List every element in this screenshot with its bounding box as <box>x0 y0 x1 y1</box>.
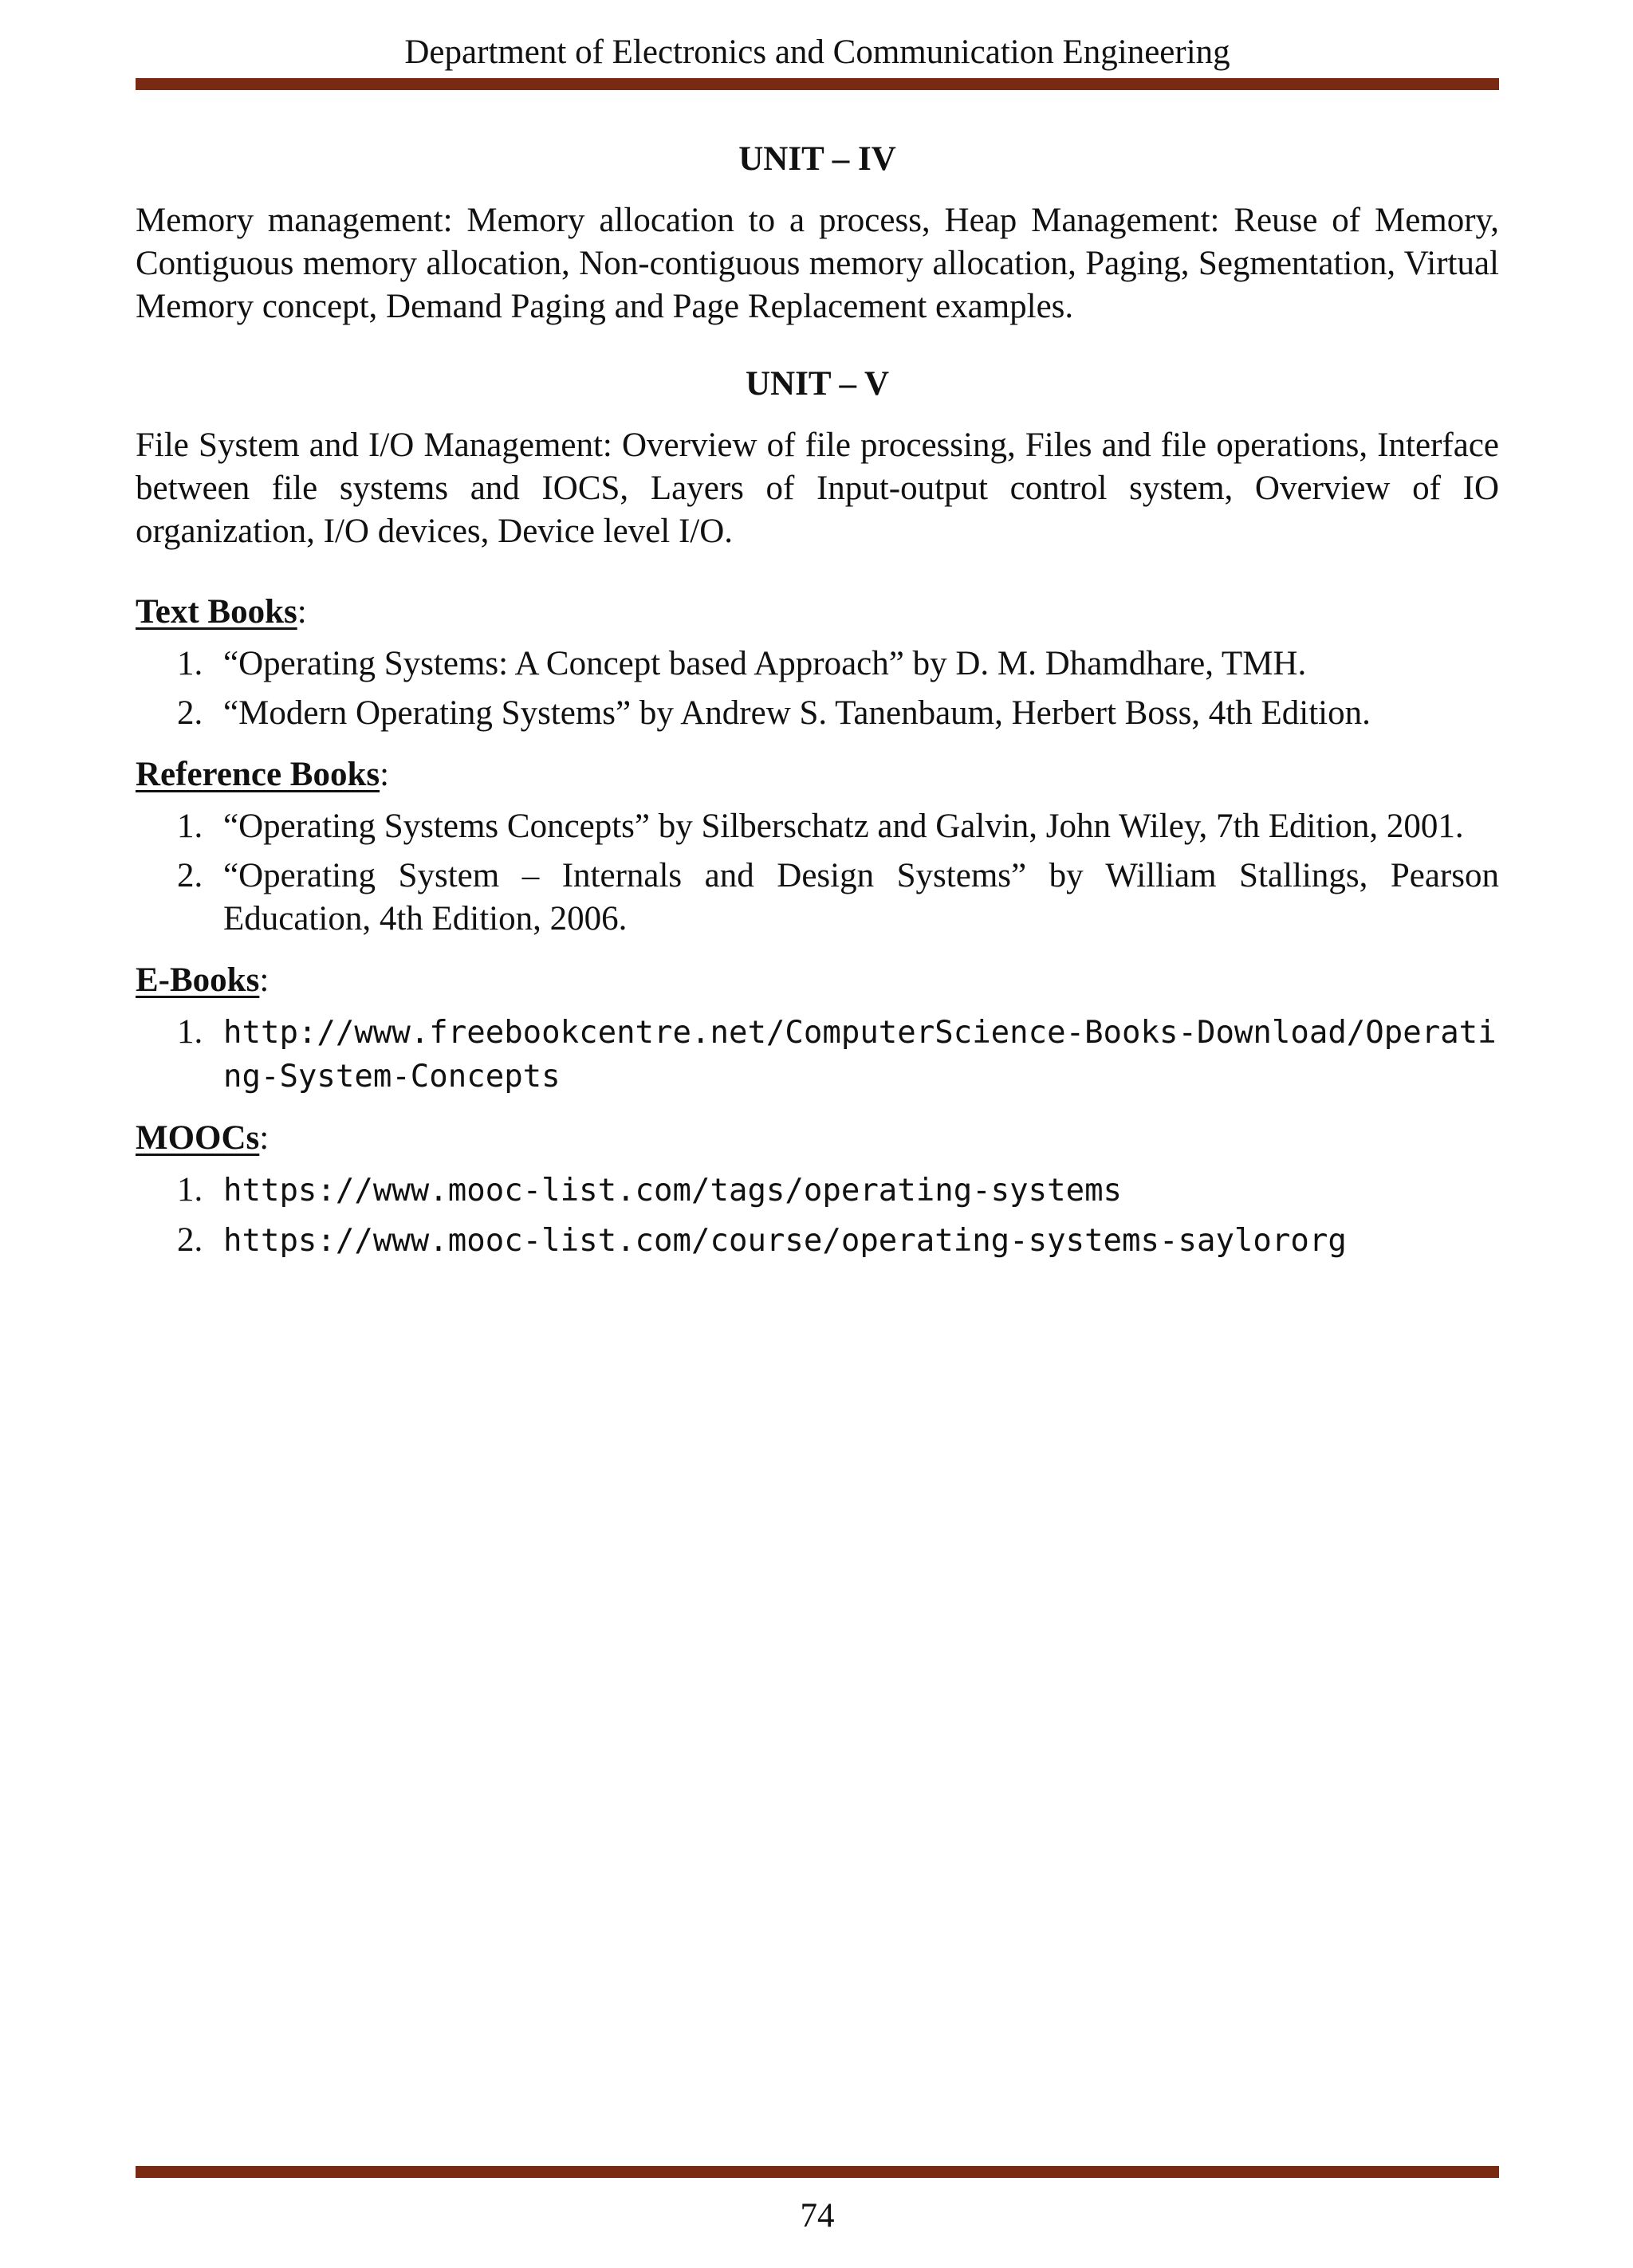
list-item <box>136 1011 1499 1099</box>
list-item-number: 2. <box>177 857 203 894</box>
list-item-number: 1. <box>177 808 203 845</box>
moocs-list <box>136 1169 1499 1263</box>
list-item <box>136 692 1499 735</box>
list-item-text: “Operating Systems: A Concept based Approach” by D. M. Dhamdhare, TMH. <box>223 645 1307 682</box>
list-item-number: 1. <box>177 645 203 682</box>
reference-books-heading: Reference Books: <box>136 756 390 793</box>
unit-iv-text: Memory management: Memory allocation to a process, Heap Management: Reuse of Memory, Contiguous memory allocation, Non-contiguous memory allocation, Paging, Segmentation, Virtual Memory concept, Demand Paging and Page Replacement examples. <box>136 202 1499 325</box>
page-header-title: Department of Electronics and Communication Engineering <box>404 33 1230 71</box>
e-books-heading-label: E-Books <box>136 961 260 999</box>
unit-iv-heading: UNIT – IV <box>738 140 896 178</box>
list-item-number: 1. <box>177 1171 203 1209</box>
list-item-number: 2. <box>177 694 203 732</box>
page-content <box>136 136 1499 1263</box>
unit-v-text: File System and I/O Management: Overview of file processing, Files and file operations, Interface between file systems and IOCS, Layers of Input-output control system, Overview of IO organization, I/O devices, Device level I/O. <box>136 426 1499 550</box>
list-item <box>136 855 1499 941</box>
text-books-list <box>136 643 1499 735</box>
list-item-text: “Operating Systems Concepts” by Silberschatz and Galvin, John Wiley, 7th Edition, 2001. <box>223 808 1464 845</box>
mooc-link[interactable]: https://www.mooc-list.com/tags/operating-systems <box>223 1173 1123 1209</box>
e-book-link[interactable]: http://www.freebookcentre.net/ComputerScience-Books-Download/Operating-System-Concepts <box>223 1015 1497 1095</box>
list-item <box>136 1219 1499 1263</box>
list-item <box>136 805 1499 848</box>
header-rule <box>136 78 1499 90</box>
page-number: 74 <box>800 2197 835 2235</box>
e-books-heading: E-Books: <box>136 961 270 999</box>
list-item <box>136 1169 1499 1213</box>
reference-books-list <box>136 805 1499 941</box>
moocs-heading-label: MOOCs <box>136 1119 260 1157</box>
list-item-number: 1. <box>177 1013 203 1051</box>
mooc-link[interactable]: https://www.mooc-list.com/course/operating-systems-saylororg <box>223 1223 1347 1259</box>
list-item-number: 2. <box>177 1221 203 1259</box>
list-item-text: “Operating System – Internals and Design Systems” by William Stallings, Pearson Education, 4th Edition, 2006. <box>223 857 1499 937</box>
list-item-text: “Modern Operating Systems” by Andrew S. Tanenbaum, Herbert Boss, 4th Edition. <box>223 694 1371 732</box>
text-books-heading-label: Text Books <box>136 593 297 631</box>
unit-v-heading: UNIT – V <box>745 365 890 403</box>
text-books-heading: Text Books: <box>136 593 307 631</box>
moocs-heading: MOOCs: <box>136 1119 270 1157</box>
footer-rule <box>136 2166 1499 2178</box>
list-item <box>136 643 1499 686</box>
reference-books-heading-label: Reference Books <box>136 756 380 793</box>
e-books-list <box>136 1011 1499 1099</box>
